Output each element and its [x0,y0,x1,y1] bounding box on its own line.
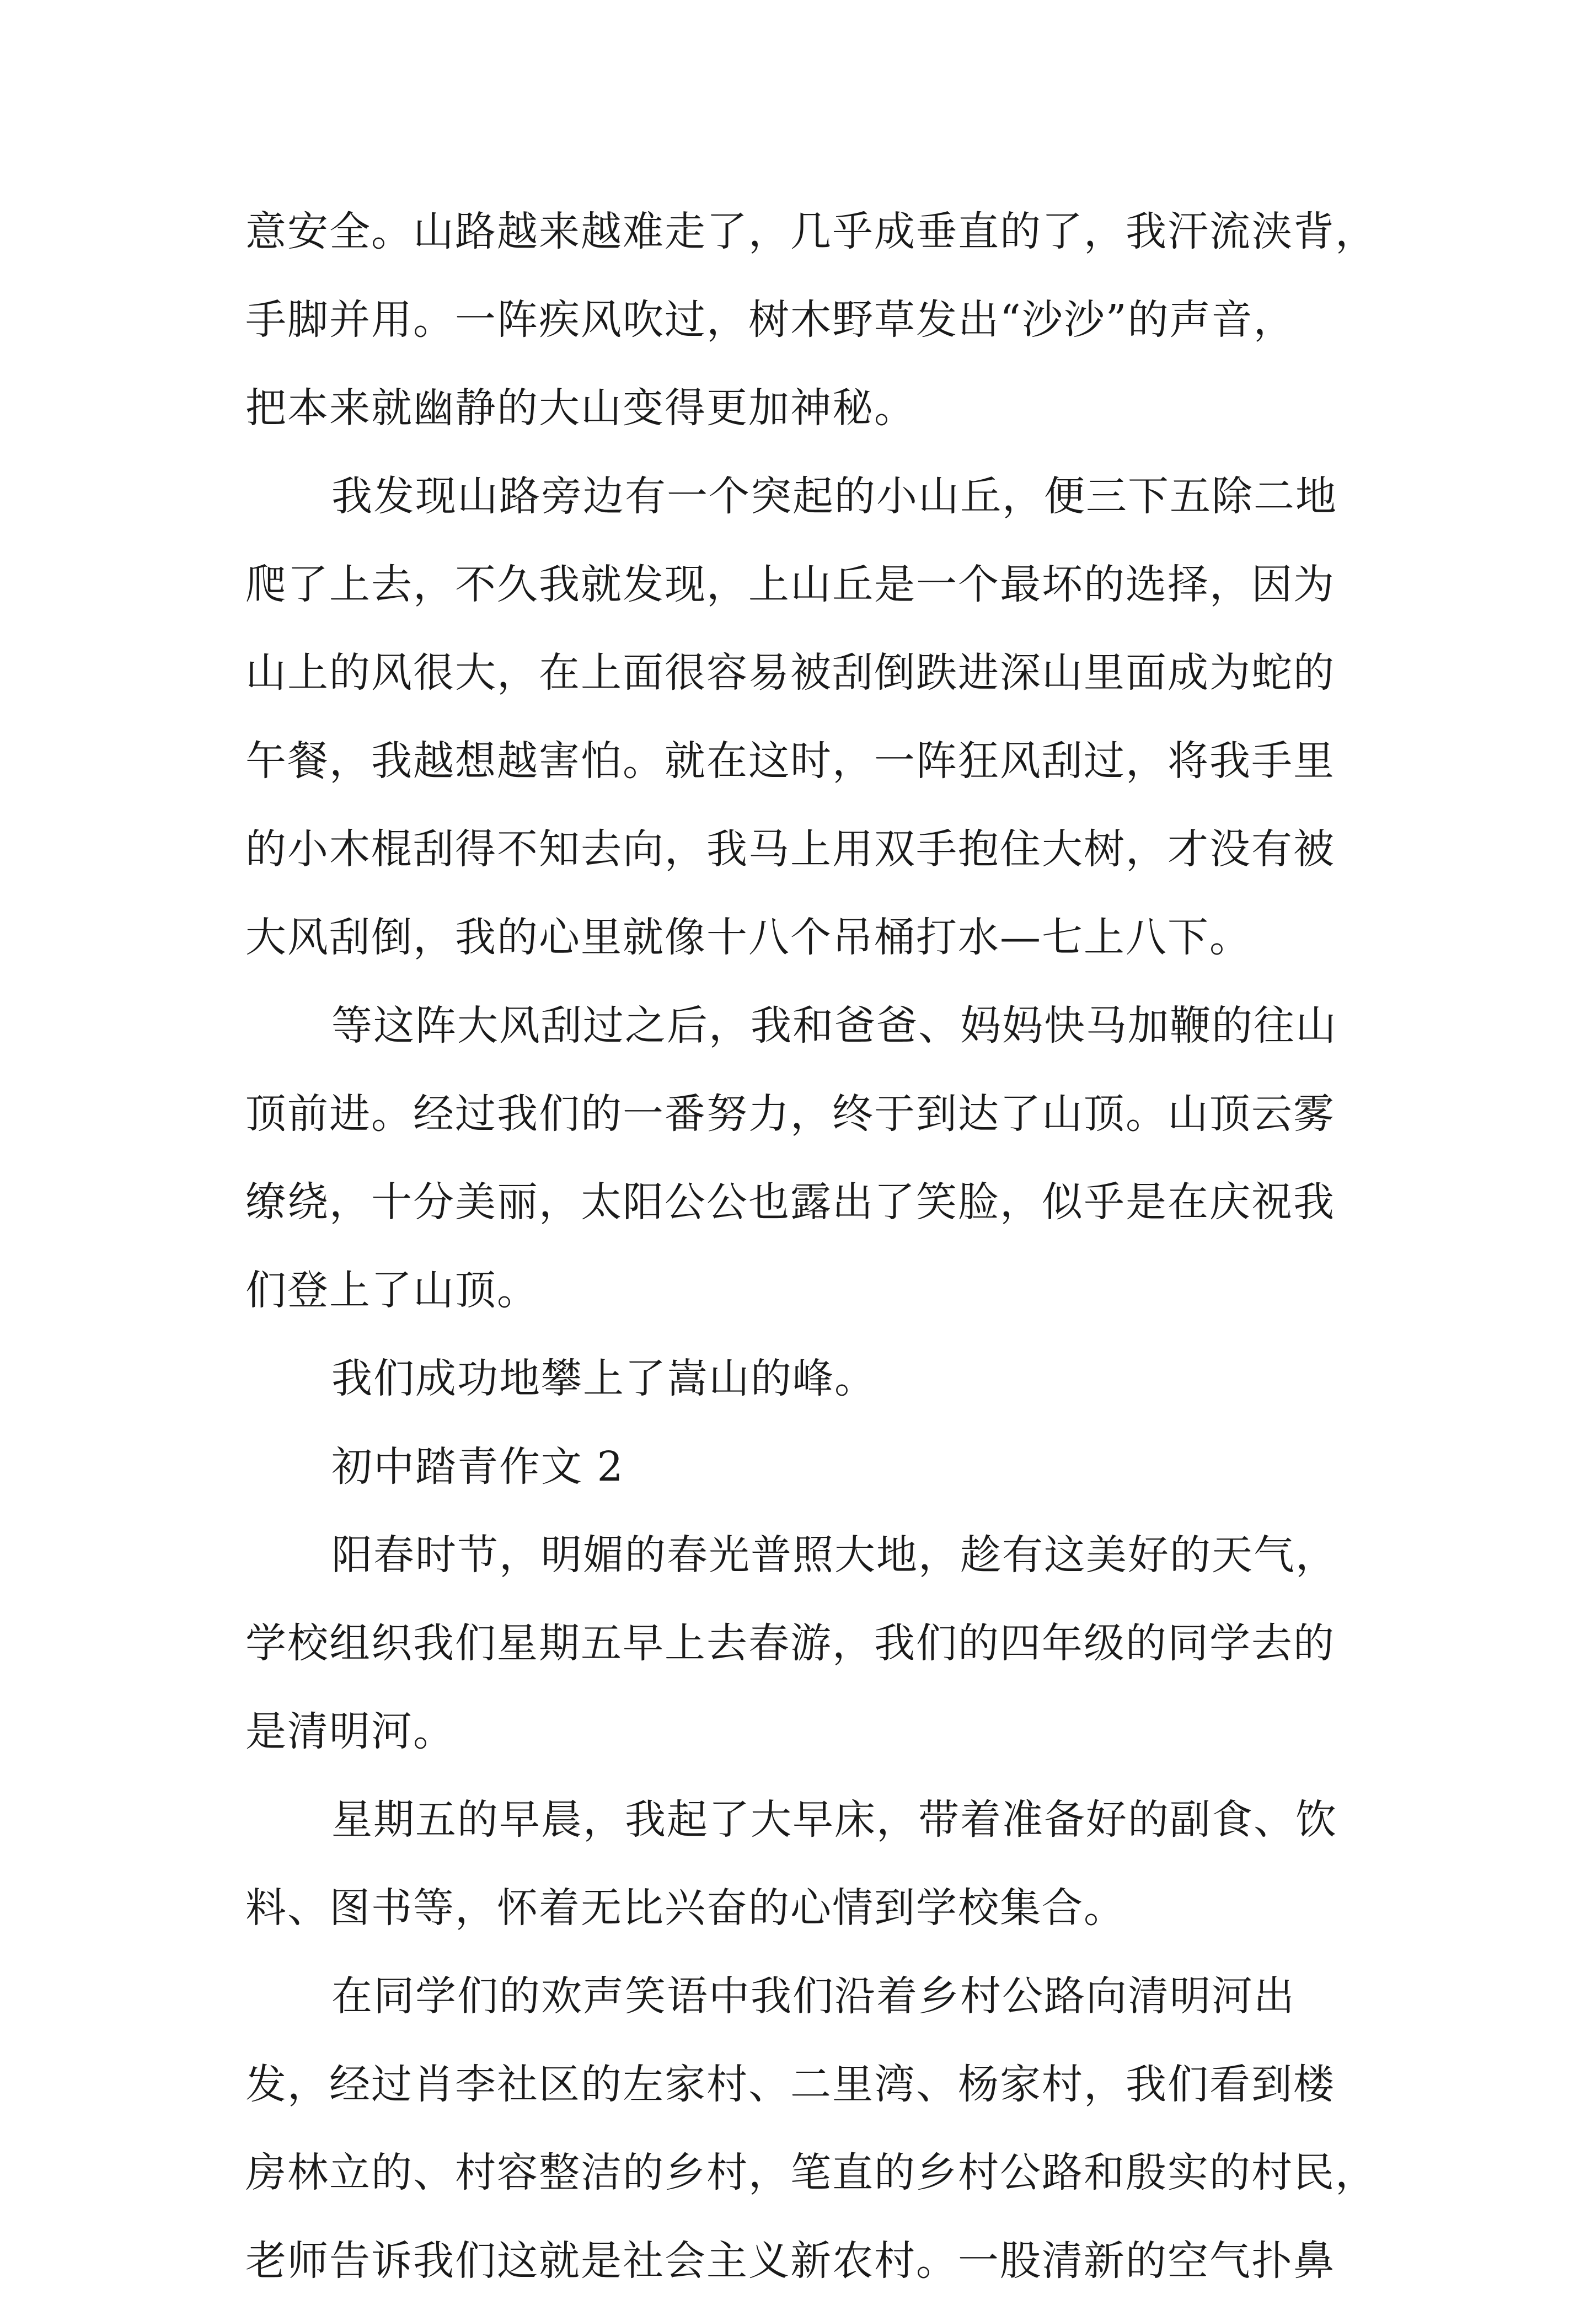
paragraph-6 [245,1776,1359,1952]
text-line: 我发现山路旁边有一个突起的小山丘，便三下五除二地 [331,473,1337,520]
text-line: 星期五的早晨，我起了大早床，带着准备好的副食、饮 [331,1796,1337,1843]
text-line: 午餐，我越想越害怕。就在这时，一阵狂风刮过，将我手里 [245,737,1335,785]
text-line: 顶前进。经过我们的一番努力，终于到达了山顶。山顶云雾 [245,1090,1335,1138]
heading-line: 初中踏青作文 2 [331,1443,624,1491]
document-body [245,187,1377,2305]
text-line: 料、图书等，怀着无比兴奋的心情到学校集合。 [245,1884,1126,1932]
paragraph-5 [245,1511,1359,1776]
text-line: 们登上了山顶。 [245,1267,539,1314]
text-line: 是清明河。 [245,1708,455,1755]
paragraph-7 [245,1952,1377,2305]
paragraph-4 [245,1334,1359,1423]
paragraph-3 [245,982,1359,1334]
paragraph-2 [245,452,1359,982]
text-line: 在同学们的欢声笑语中我们沿着乡村公路向清明河出 [331,1972,1295,2020]
text-line: 大风刮倒，我的心里就像十八个吊桶打水—七上八下。 [245,914,1251,961]
text-line: 手脚并用。一阵疾风吹过，树木野草发出“沙沙”的声音， [245,296,1295,344]
paragraph-1 [245,187,1377,452]
text-line: 意安全。山路越来越难走了，几乎成垂直的了，我汗流浃背， [245,208,1377,255]
text-line: 的小木棍刮得不知去向，我马上用双手抱住大树，才没有被 [245,825,1335,873]
section-heading [245,1423,1359,1511]
text-line: 我们成功地攀上了嵩山的峰。 [331,1355,876,1402]
text-line: 阳春时节，明媚的春光普照大地，趁有这美好的天气， [331,1531,1337,1579]
text-line: 缭绕，十分美丽，太阳公公也露出了笑脸，似乎是在庆祝我 [245,1178,1335,1226]
text-line: 爬了上去，不久我就发现，上山丘是一个最坏的选择，因为 [245,561,1335,608]
text-line: 学校组织我们星期五早上去春游，我们的四年级的同学去的 [245,1620,1335,1667]
text-line: 房林立的、村容整洁的乡村，笔直的乡村公路和殷实的村民， [245,2149,1377,2196]
text-line: 老师告诉我们这就是社会主义新农村。一股清新的空气扑鼻 [245,2237,1335,2285]
text-line: 等这阵大风刮过之后，我和爸爸、妈妈快马加鞭的往山 [331,1002,1337,1049]
text-line: 发，经过肖李社区的左家村、二里湾、杨家村，我们看到楼 [245,2061,1335,2108]
text-line: 山上的风很大，在上面很容易被刮倒跌进深山里面成为蛇的 [245,649,1335,696]
text-line: 把本来就幽静的大山变得更加神秘。 [245,384,916,432]
